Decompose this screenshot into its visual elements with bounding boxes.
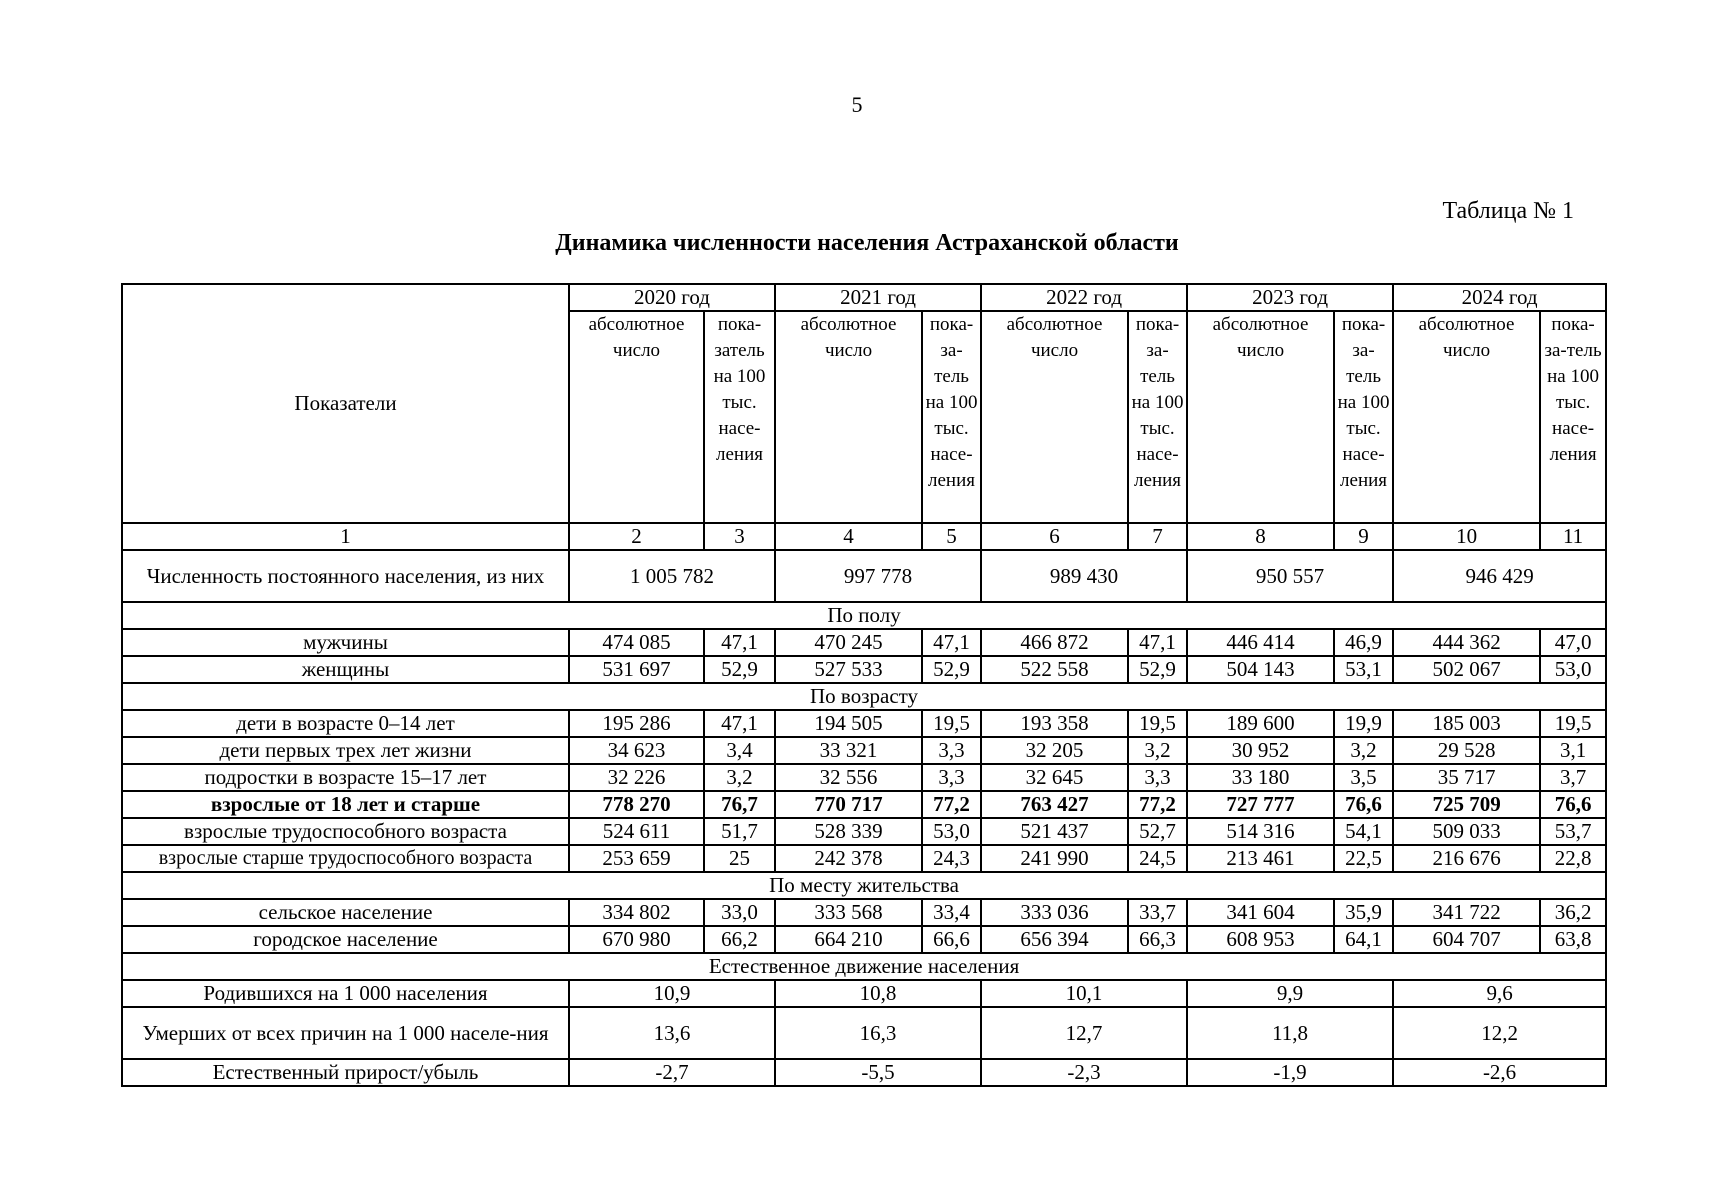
table-row	[122, 1059, 1606, 1086]
table-cell: 509 033	[1393, 818, 1540, 845]
section-row-natural	[122, 953, 1606, 980]
table-cell: 194 505	[775, 710, 922, 737]
table-cell: 22,5	[1334, 845, 1393, 872]
table-cell: 30 952	[1187, 737, 1334, 764]
table-cell: 656 394	[981, 926, 1128, 953]
table-cell: -2,3	[981, 1059, 1187, 1086]
table-label: Таблица № 1	[1442, 198, 1574, 224]
table-cell: 778 270	[569, 791, 704, 818]
table-cell: 19,5	[1540, 710, 1606, 737]
table-row	[122, 818, 1606, 845]
column-number: 4	[775, 523, 922, 550]
table-cell: 670 980	[569, 926, 704, 953]
table-cell: -5,5	[775, 1059, 981, 1086]
table-row	[122, 1007, 1606, 1059]
column-number: 2	[569, 523, 704, 550]
table-cell: 19,5	[922, 710, 981, 737]
table-cell: 52,9	[704, 656, 775, 683]
table-cell: 3,2	[1334, 737, 1393, 764]
total-value: 950 557	[1187, 550, 1393, 602]
section-heading: По месту жительства	[122, 872, 1606, 899]
total-value: 997 778	[775, 550, 981, 602]
table-cell: 3,4	[704, 737, 775, 764]
table-cell: 33,7	[1128, 899, 1187, 926]
table-cell: 19,9	[1334, 710, 1393, 737]
table-cell: 24,3	[922, 845, 981, 872]
table-cell: 66,2	[704, 926, 775, 953]
table-cell: 334 802	[569, 899, 704, 926]
column-number: 6	[981, 523, 1128, 550]
section-row-residence	[122, 872, 1606, 899]
table-cell: 53,0	[1540, 656, 1606, 683]
table-cell: 522 558	[981, 656, 1128, 683]
table-cell: 3,3	[1128, 764, 1187, 791]
rate-header: пока-затель на 100 тыс. насе-ления	[704, 311, 775, 523]
table-cell: 242 378	[775, 845, 922, 872]
table-cell: 341 604	[1187, 899, 1334, 926]
table-row	[122, 980, 1606, 1007]
table-cell: 524 611	[569, 818, 704, 845]
total-value: 989 430	[981, 550, 1187, 602]
abs-number-header: абсолютное число	[775, 311, 922, 523]
table-cell: 470 245	[775, 629, 922, 656]
table-row	[122, 710, 1606, 737]
table-cell: 521 437	[981, 818, 1128, 845]
table-cell: 466 872	[981, 629, 1128, 656]
table-row	[122, 737, 1606, 764]
table-row	[122, 845, 1606, 872]
table-cell: 474 085	[569, 629, 704, 656]
table-cell: 446 414	[1187, 629, 1334, 656]
column-number: 1	[122, 523, 569, 550]
table-cell: 46,9	[1334, 629, 1393, 656]
total-value: 946 429	[1393, 550, 1606, 602]
table-cell: 53,1	[1334, 656, 1393, 683]
table-cell: 32 205	[981, 737, 1128, 764]
row-label: Естественный прирост/убыль	[122, 1059, 569, 1086]
table-cell: 3,3	[922, 737, 981, 764]
column-numbers-row	[122, 523, 1606, 550]
table-cell: 22,8	[1540, 845, 1606, 872]
table-cell: 35 717	[1393, 764, 1540, 791]
population-table	[121, 283, 1607, 1087]
table-cell: 52,9	[1128, 656, 1187, 683]
table-cell: 9,9	[1187, 980, 1393, 1007]
table-cell: 763 427	[981, 791, 1128, 818]
table-cell: 52,7	[1128, 818, 1187, 845]
table-cell: -1,9	[1187, 1059, 1393, 1086]
table-row	[122, 899, 1606, 926]
section-heading: По возрасту	[122, 683, 1606, 710]
row-label: взрослые от 18 лет и старше	[122, 791, 569, 818]
table-cell: 341 722	[1393, 899, 1540, 926]
table-cell: 528 339	[775, 818, 922, 845]
section-row-sex	[122, 602, 1606, 629]
table-cell: 54,1	[1334, 818, 1393, 845]
table-cell: 213 461	[1187, 845, 1334, 872]
row-label: подростки в возрасте 15–17 лет	[122, 764, 569, 791]
table-cell: 64,1	[1334, 926, 1393, 953]
column-number: 8	[1187, 523, 1334, 550]
table-cell: 47,1	[922, 629, 981, 656]
table-cell: 189 600	[1187, 710, 1334, 737]
abs-number-header: абсолютное число	[1187, 311, 1334, 523]
header-years-row	[122, 284, 1606, 311]
total-population-row	[122, 550, 1606, 602]
year-header: 2024 год	[1393, 284, 1606, 311]
table-cell: -2,6	[1393, 1059, 1606, 1086]
table-cell: 33 180	[1187, 764, 1334, 791]
table-cell: 77,2	[1128, 791, 1187, 818]
row-label: городское население	[122, 926, 569, 953]
table-cell: 604 707	[1393, 926, 1540, 953]
table-cell: 33,0	[704, 899, 775, 926]
table-cell: 51,7	[704, 818, 775, 845]
table-cell: 727 777	[1187, 791, 1334, 818]
table-cell: 10,1	[981, 980, 1187, 1007]
table-cell: 725 709	[1393, 791, 1540, 818]
table-cell: 25	[704, 845, 775, 872]
table-cell: 664 210	[775, 926, 922, 953]
column-number: 9	[1334, 523, 1393, 550]
column-number: 10	[1393, 523, 1540, 550]
table-cell: 3,2	[1128, 737, 1187, 764]
year-header: 2021 год	[775, 284, 981, 311]
table-cell: 76,6	[1540, 791, 1606, 818]
table-cell: 32 556	[775, 764, 922, 791]
table-cell: 9,6	[1393, 980, 1606, 1007]
row-label: взрослые старше трудоспособного возраста	[122, 845, 569, 872]
column-number: 3	[704, 523, 775, 550]
table-cell: 33 321	[775, 737, 922, 764]
section-heading: Естественное движение населения	[122, 953, 1606, 980]
table-cell: 3,1	[1540, 737, 1606, 764]
table-cell: 333 568	[775, 899, 922, 926]
table-cell: 47,1	[1128, 629, 1187, 656]
table-cell: 32 226	[569, 764, 704, 791]
column-number: 5	[922, 523, 981, 550]
table-cell: 33,4	[922, 899, 981, 926]
table-cell: 36,2	[1540, 899, 1606, 926]
table-cell: 527 533	[775, 656, 922, 683]
table-cell: 253 659	[569, 845, 704, 872]
table-cell: 47,1	[704, 710, 775, 737]
table-cell: 19,5	[1128, 710, 1187, 737]
table-cell: 3,5	[1334, 764, 1393, 791]
table-cell: 12,2	[1393, 1007, 1606, 1059]
table-cell: 66,3	[1128, 926, 1187, 953]
table-cell: 12,7	[981, 1007, 1187, 1059]
table-cell: 32 645	[981, 764, 1128, 791]
table-cell: 63,8	[1540, 926, 1606, 953]
table-cell: 444 362	[1393, 629, 1540, 656]
table-row	[122, 764, 1606, 791]
page-number: 5	[851, 92, 863, 117]
rate-header: пока-за-тель на 100 тыс. насе-ления	[1540, 311, 1606, 523]
table-cell: 504 143	[1187, 656, 1334, 683]
table-cell: 608 953	[1187, 926, 1334, 953]
row-label: Родившихся на 1 000 населения	[122, 980, 569, 1007]
table-cell: 514 316	[1187, 818, 1334, 845]
table-cell: 47,1	[704, 629, 775, 656]
total-value: 1 005 782	[569, 550, 775, 602]
row-label: дети первых трех лет жизни	[122, 737, 569, 764]
abs-number-header: абсолютное число	[981, 311, 1128, 523]
table-cell: 10,8	[775, 980, 981, 1007]
row-label: Численность постоянного населения, из них	[122, 550, 569, 602]
population-table-wrapper	[121, 283, 1605, 1087]
table-cell: 3,7	[1540, 764, 1606, 791]
table-cell: 76,6	[1334, 791, 1393, 818]
table-row	[122, 926, 1606, 953]
rate-header: пока-за-тель на 100 тыс. насе-ления	[922, 311, 981, 523]
table-cell: 76,7	[704, 791, 775, 818]
table-cell: 216 676	[1393, 845, 1540, 872]
table-row	[122, 629, 1606, 656]
table-cell: 241 990	[981, 845, 1128, 872]
rate-header: пока-за-тель на 100 тыс. насе-ления	[1334, 311, 1393, 523]
table-cell: 47,0	[1540, 629, 1606, 656]
abs-number-header: абсолютное число	[569, 311, 704, 523]
year-header: 2022 год	[981, 284, 1187, 311]
table-cell: 34 623	[569, 737, 704, 764]
table-cell: -2,7	[569, 1059, 775, 1086]
rate-header: пока-за-тель на 100 тыс. насе-ления	[1128, 311, 1187, 523]
table-cell: 770 717	[775, 791, 922, 818]
row-label: Умерших от всех причин на 1 000 населе-ния	[122, 1007, 569, 1059]
abs-number-header: абсолютное число	[1393, 311, 1540, 523]
table-cell: 193 358	[981, 710, 1128, 737]
row-label: взрослые трудоспособного возраста	[122, 818, 569, 845]
table-cell: 52,9	[922, 656, 981, 683]
table-cell: 53,0	[922, 818, 981, 845]
table-cell: 195 286	[569, 710, 704, 737]
table-cell: 3,3	[922, 764, 981, 791]
table-cell: 77,2	[922, 791, 981, 818]
table-cell: 53,7	[1540, 818, 1606, 845]
table-cell: 16,3	[775, 1007, 981, 1059]
year-header: 2020 год	[569, 284, 775, 311]
year-header: 2023 год	[1187, 284, 1393, 311]
table-cell: 11,8	[1187, 1007, 1393, 1059]
row-label: мужчины	[122, 629, 569, 656]
indicator-header: Показатели	[122, 284, 569, 523]
table-cell: 13,6	[569, 1007, 775, 1059]
document-title: Динамика численности населения Астраханской области	[555, 230, 1179, 256]
table-cell: 531 697	[569, 656, 704, 683]
column-number: 11	[1540, 523, 1606, 550]
table-row	[122, 656, 1606, 683]
table-cell: 185 003	[1393, 710, 1540, 737]
row-label: дети в возрасте 0–14 лет	[122, 710, 569, 737]
table-cell: 333 036	[981, 899, 1128, 926]
table-cell: 3,2	[704, 764, 775, 791]
table-row	[122, 791, 1606, 818]
row-label: сельское население	[122, 899, 569, 926]
table-cell: 502 067	[1393, 656, 1540, 683]
table-cell: 29 528	[1393, 737, 1540, 764]
column-number: 7	[1128, 523, 1187, 550]
table-cell: 10,9	[569, 980, 775, 1007]
table-cell: 66,6	[922, 926, 981, 953]
section-heading: По полу	[122, 602, 1606, 629]
table-cell: 35,9	[1334, 899, 1393, 926]
section-row-age	[122, 683, 1606, 710]
row-label: женщины	[122, 656, 569, 683]
table-cell: 24,5	[1128, 845, 1187, 872]
